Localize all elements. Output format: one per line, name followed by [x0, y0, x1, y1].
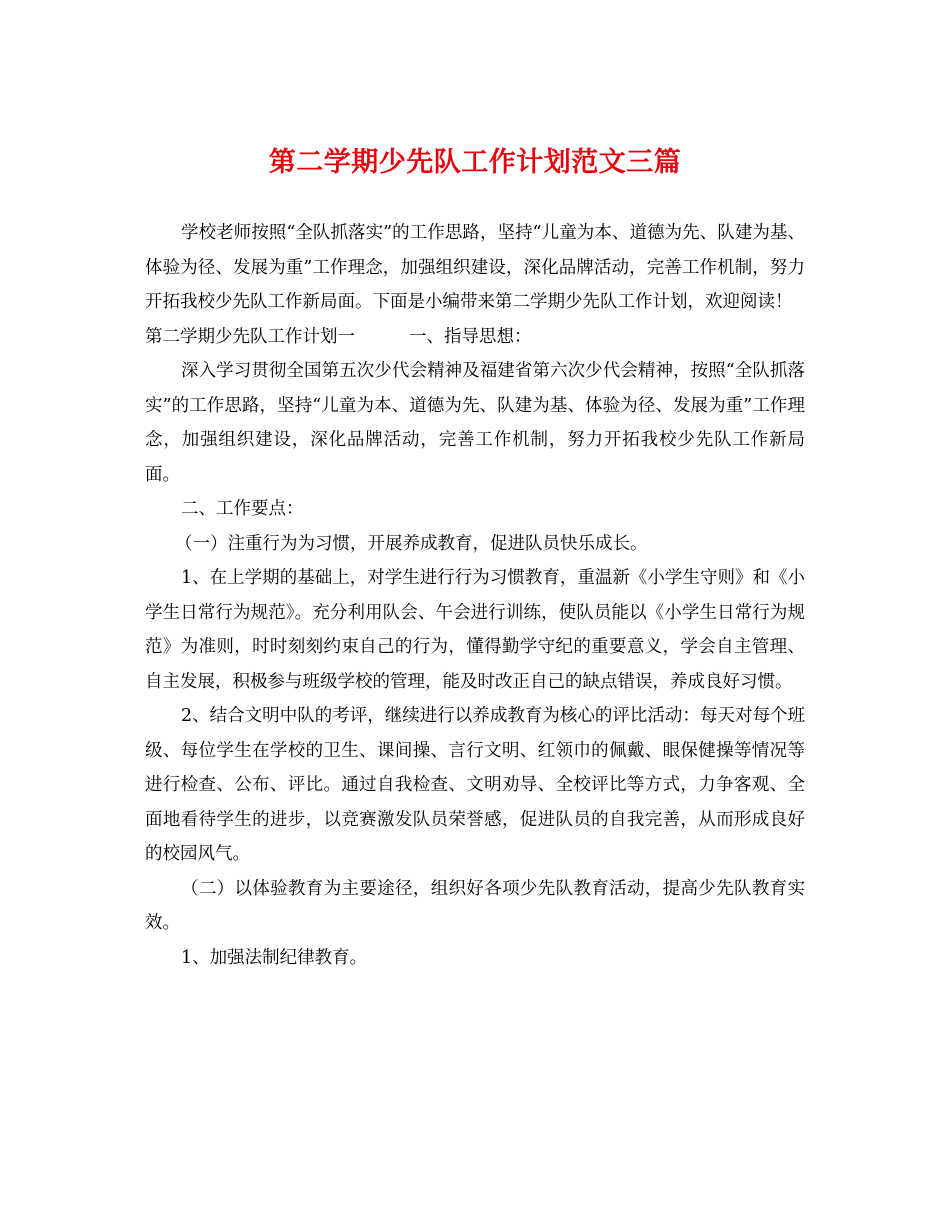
guiding-paragraph: 深入学习贯彻全国第五次少代会精神及福建省第六次少代会精神，按照“全队抓落实”的工作思路，坚持“儿童为本、道德为先、队建为基、体验为径、发展为重”工作理念，加强组织建设，深化品牌活动，完善工作机制，努力开拓我校少先队工作新局面。 — [145, 361, 805, 485]
plan-one-label: 第二学期少先队工作计划一 — [145, 326, 355, 347]
intro-paragraph: 学校老师按照“全队抓落实”的工作思路，坚持“儿童为本、道德为先、队建为基、体验为径、发展为重”工作理念，加强组织建设，深化品牌活动，完善工作机制，努力开拓我校少先队工作新局面。下面是小编带来第二学期少先队工作计划，欢迎阅读！ — [145, 223, 805, 312]
item-2-paragraph: 2、结合文明中队的考评，继续进行以养成教育为核心的评比活动：每天对每个班级、每位学生在学校的卫生、课间操、言行文明、红领巾的佩戴、眼保健操等情况等进行检查、公布、评比。通过自我检查、文明劝导、全校评比等方式，力争客观、全面地看待学生的进步，以竞赛激发队员荣誉感，促进队员的自我完善，从而形成良好的校园风气。 — [145, 706, 805, 864]
section-two-heading: 二、工作要点： — [181, 499, 304, 519]
plan-one-line — [145, 320, 805, 355]
document-title: 第二学期少先队工作计划范文三篇 — [268, 147, 682, 178]
item-1-paragraph: 1、在上学期的基础上，对学生进行行为习惯教育，重温新《小学生守则》和《小学生日常行为规范》。充分利用队会、午会进行训练，使队员能以《小学生日常行为规范》为准则，时时刻刻约束自己的行为，懂得勤学守纪的重要意义，学会自主管理、自主发展，积极参与班级学校的管理，能及时改正自己的缺点错误，养成良好习惯。 — [145, 568, 805, 692]
document-body — [145, 216, 805, 975]
section-one-heading: 一、指导思想： — [409, 326, 532, 347]
point-two-heading: （二）以体验教育为主要途径，组织好各项少先队教育活动，提高少先队教育实效。 — [145, 878, 805, 933]
point-one-heading: （一）注重行为为习惯，开展养成教育，促进队员快乐成长。 — [175, 533, 648, 554]
item-3-paragraph: 1、加强法制纪律教育。 — [181, 947, 368, 968]
